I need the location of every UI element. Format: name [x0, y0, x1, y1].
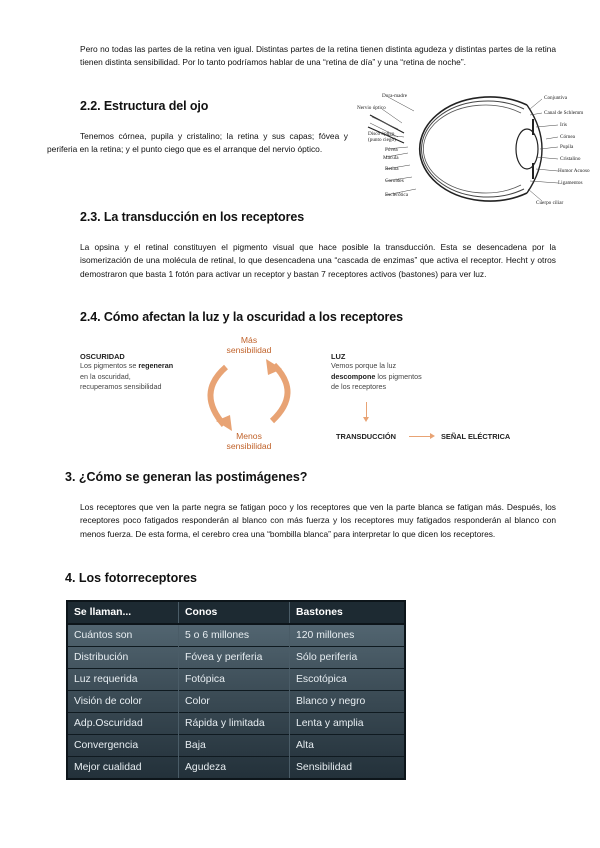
table-cell: Sólo periferia [290, 647, 405, 669]
eye-label-pupila: Pupila [560, 144, 574, 150]
flow-arrowhead [430, 433, 435, 439]
flow-transduccion: TRANSDUCCIÓN [336, 432, 396, 441]
eye-label-conjuntiva: Conjuntiva [544, 95, 568, 101]
table-cell: Color [179, 691, 290, 713]
eye-label-dura-madre: Dura-madre [382, 93, 408, 99]
eye-label-cristalino: Cristalino [560, 156, 581, 162]
table-cell: Lenta y amplia [290, 713, 405, 735]
photoreceptor-table [68, 602, 404, 778]
cycle-bottom-line1: Menos [236, 431, 262, 441]
section-3-paragraph: Los receptores que ven la parte negra se fatigan poco y los receptores que ven la parte blanca se fatigan más. Después, los receptores poco fatigados responderán al blanco con más fuerza y los receptores muy fatigados responderán al blanco con menos fuerza. De esta forma, el cerebro crea una “bombilla blanca” para interpretar lo que dicen los receptores. [80, 502, 556, 539]
table-cell: Fotópica [179, 669, 290, 691]
table-cell: 120 millones [290, 624, 405, 647]
table-cell: Convergencia [68, 735, 179, 757]
cycle-bottom-label [214, 431, 284, 451]
eye-label-cuerpo-ciliar: Cuerpo ciliar [536, 200, 564, 206]
table-cell: 5 o 6 millones [179, 624, 290, 647]
table-cell: Distribución [68, 647, 179, 669]
luz-down-arrowhead [363, 417, 369, 422]
luz-line3: de los receptores [331, 382, 387, 391]
eye-label-humor-acuoso: Humor Acuoso [558, 168, 590, 174]
luz-line1: Vemos porque la luz [331, 361, 397, 370]
luz-line2-bold: descompone [331, 371, 376, 381]
section-2-3-heading: 2.3. La transducción en los receptores [80, 210, 305, 224]
table-row [68, 735, 404, 757]
eye-label-macula: Mácula [383, 155, 399, 161]
photoreceptor-table-wrapper [66, 600, 406, 780]
eye-label-retina: Retina [385, 166, 399, 172]
table-cell: Cuántos son [68, 624, 179, 647]
table-cell: Escotópica [290, 669, 405, 691]
cycle-top-line2: sensibilidad [226, 345, 272, 355]
section-2-2-paragraph: Tenemos córnea, pupila y cristalino; la retina y sus capas; fóvea y periferia en la retina; y el punto ciego que es el arranque del nervio óptico. [47, 131, 348, 155]
oscuridad-line1-pre: Los pigmentos se [80, 361, 139, 370]
eye-label-iris: Iris [560, 122, 567, 128]
eye-label-esclerotica: Esclerótica [385, 192, 409, 198]
oscuridad-title: OSCURIDAD [80, 352, 125, 361]
table-cell: Sensibilidad [290, 757, 405, 779]
table-cell: Rápida y limitada [179, 713, 290, 735]
table-cell: Luz requerida [68, 669, 179, 691]
oscuridad-line2: en la oscuridad, [80, 371, 131, 381]
cycle-top-line1: Más [240, 335, 258, 345]
luz-text [331, 361, 451, 393]
table-cell: Visión de color [68, 691, 179, 713]
oscuridad-line1-bold: regeneran [138, 361, 174, 370]
section-2-2-heading: 2.2. Estructura del ojo [80, 99, 209, 113]
eye-label-disco-optico: Disco óptico (punto ciego) [368, 131, 396, 143]
table-row [68, 624, 404, 647]
table-cell: Alta [290, 735, 405, 757]
table-header-cell: Se llaman... [68, 602, 179, 624]
table-row [68, 691, 404, 713]
table-row [68, 647, 404, 669]
table-header-cell: Conos [179, 602, 290, 624]
flow-arrow-line [409, 436, 431, 437]
flow-senal-electrica: SEÑAL ELÉCTRICA [441, 432, 511, 441]
cycle-top-label [214, 335, 284, 355]
section-2-4-heading: 2.4. Cómo afectan la luz y la oscuridad a los receptores [80, 310, 403, 324]
table-row [68, 669, 404, 691]
table-header-row [68, 602, 404, 624]
section-3-heading: 3. ¿Cómo se generan las postimágenes? [65, 470, 308, 484]
eye-label-fovea: Fóvea [385, 147, 398, 153]
oscuridad-line3: recuperamos sensibilidad [80, 382, 162, 391]
eye-label-canal-schlemm: Canal de Schlemm [544, 110, 584, 116]
oscuridad-block [80, 352, 200, 393]
eye-diagram [352, 85, 590, 213]
table-cell: Agudeza [179, 757, 290, 779]
table-cell: Fóvea y periferia [179, 647, 290, 669]
table-cell: Adp.Oscuridad [68, 713, 179, 735]
luz-block [331, 352, 451, 393]
eye-label-coroides: Coroides [385, 178, 404, 184]
oscuridad-text [80, 361, 200, 393]
luz-line2-post: los pigmentos [375, 371, 422, 381]
table-cell: Baja [179, 735, 290, 757]
luz-title: LUZ [331, 352, 346, 361]
section-2-3-paragraph: La opsina y el retinal constituyen el pigmento visual que hace posible la transducción. Esta se desencadena por la isomerización de una molécula de retinal, lo que desencadena una “cascada de enzimas” que activa el receptor. Hecht y otros demostraron que basta 1 fotón para activar un receptor y bastan 7 receptores activos (bastones) para ver luz. [80, 242, 556, 279]
table-header-cell: Bastones [290, 602, 405, 624]
section-4-heading: 4. Los fotorreceptores [65, 571, 197, 585]
eye-label-nervio-optico: Nervio óptico [357, 105, 386, 111]
eye-label-cornea: Córnea [560, 134, 575, 140]
table-cell: Blanco y negro [290, 691, 405, 713]
table-cell: Mejor cualidad [68, 757, 179, 779]
table-row [68, 757, 404, 779]
eye-label-ligamentos: Ligamentos [558, 180, 583, 186]
intro-paragraph: Pero no todas las partes de la retina ven igual. Distintas partes de la retina tienen distinta agudeza y distintas partes de la retina tienen distinta sensibilidad. Por lo tanto podríamos hablar de una “retina de día” y una “retina de noche”. [80, 44, 556, 68]
cycle-bottom-line2: sensibilidad [226, 441, 272, 451]
table-row [68, 713, 404, 735]
sensitivity-cycle [196, 333, 302, 455]
